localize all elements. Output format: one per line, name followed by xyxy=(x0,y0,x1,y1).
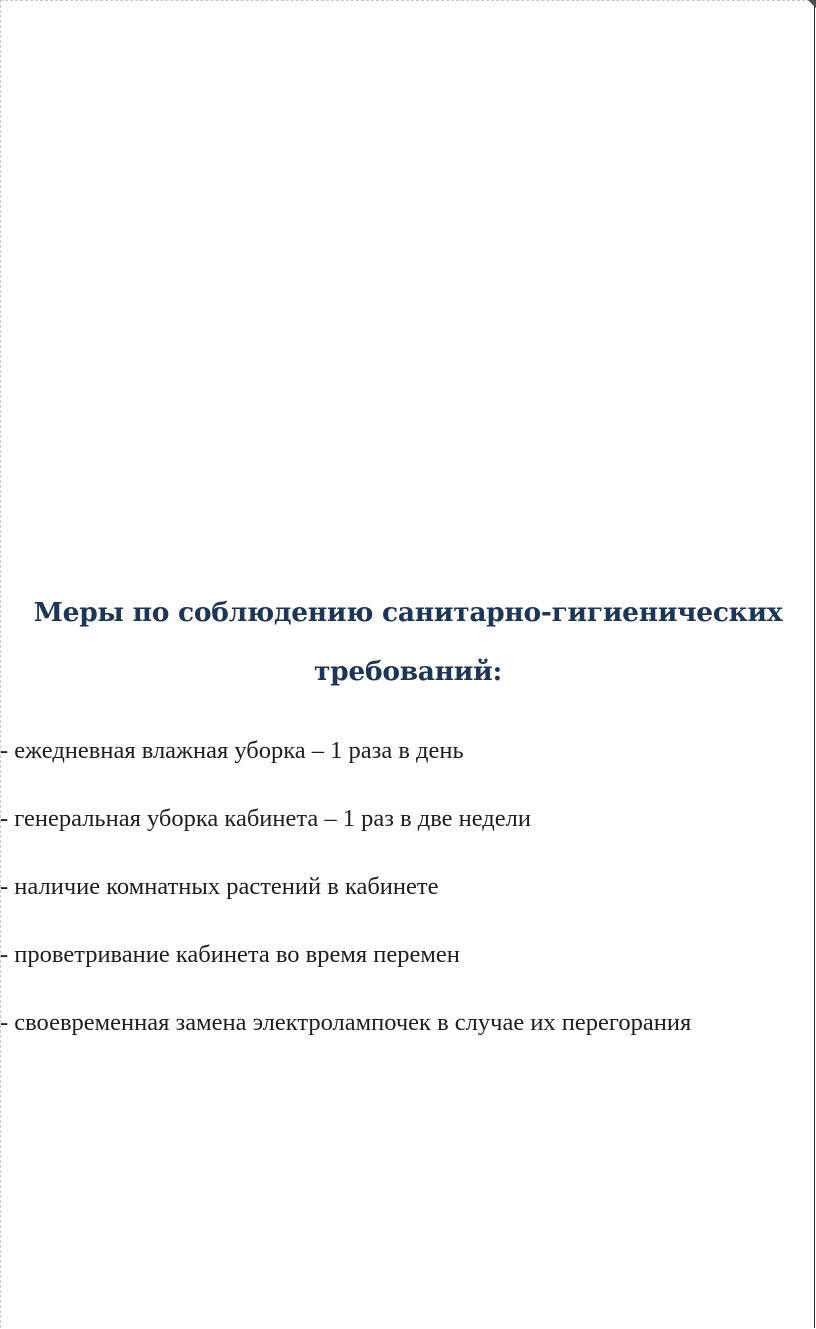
list-item: - проветривание кабинета во время перемен xyxy=(0,941,460,968)
page-title xyxy=(0,583,816,701)
list-item: - ежедневная влажная уборка – 1 раза в день xyxy=(0,737,464,764)
page-title-line-2: требований: xyxy=(314,656,502,687)
measures-list xyxy=(0,722,816,1062)
page-corner-mark xyxy=(808,0,816,8)
list-item: - своевременная замена электролампочек в случае их перегорания xyxy=(0,1009,692,1036)
list-item: - генеральная уборка кабинета – 1 раз в две недели xyxy=(0,805,531,832)
page-title-line-1: Меры по соблюдению санитарно-гигиенических xyxy=(33,597,783,628)
list-item: - наличие комнатных растений в кабинете xyxy=(0,873,439,900)
